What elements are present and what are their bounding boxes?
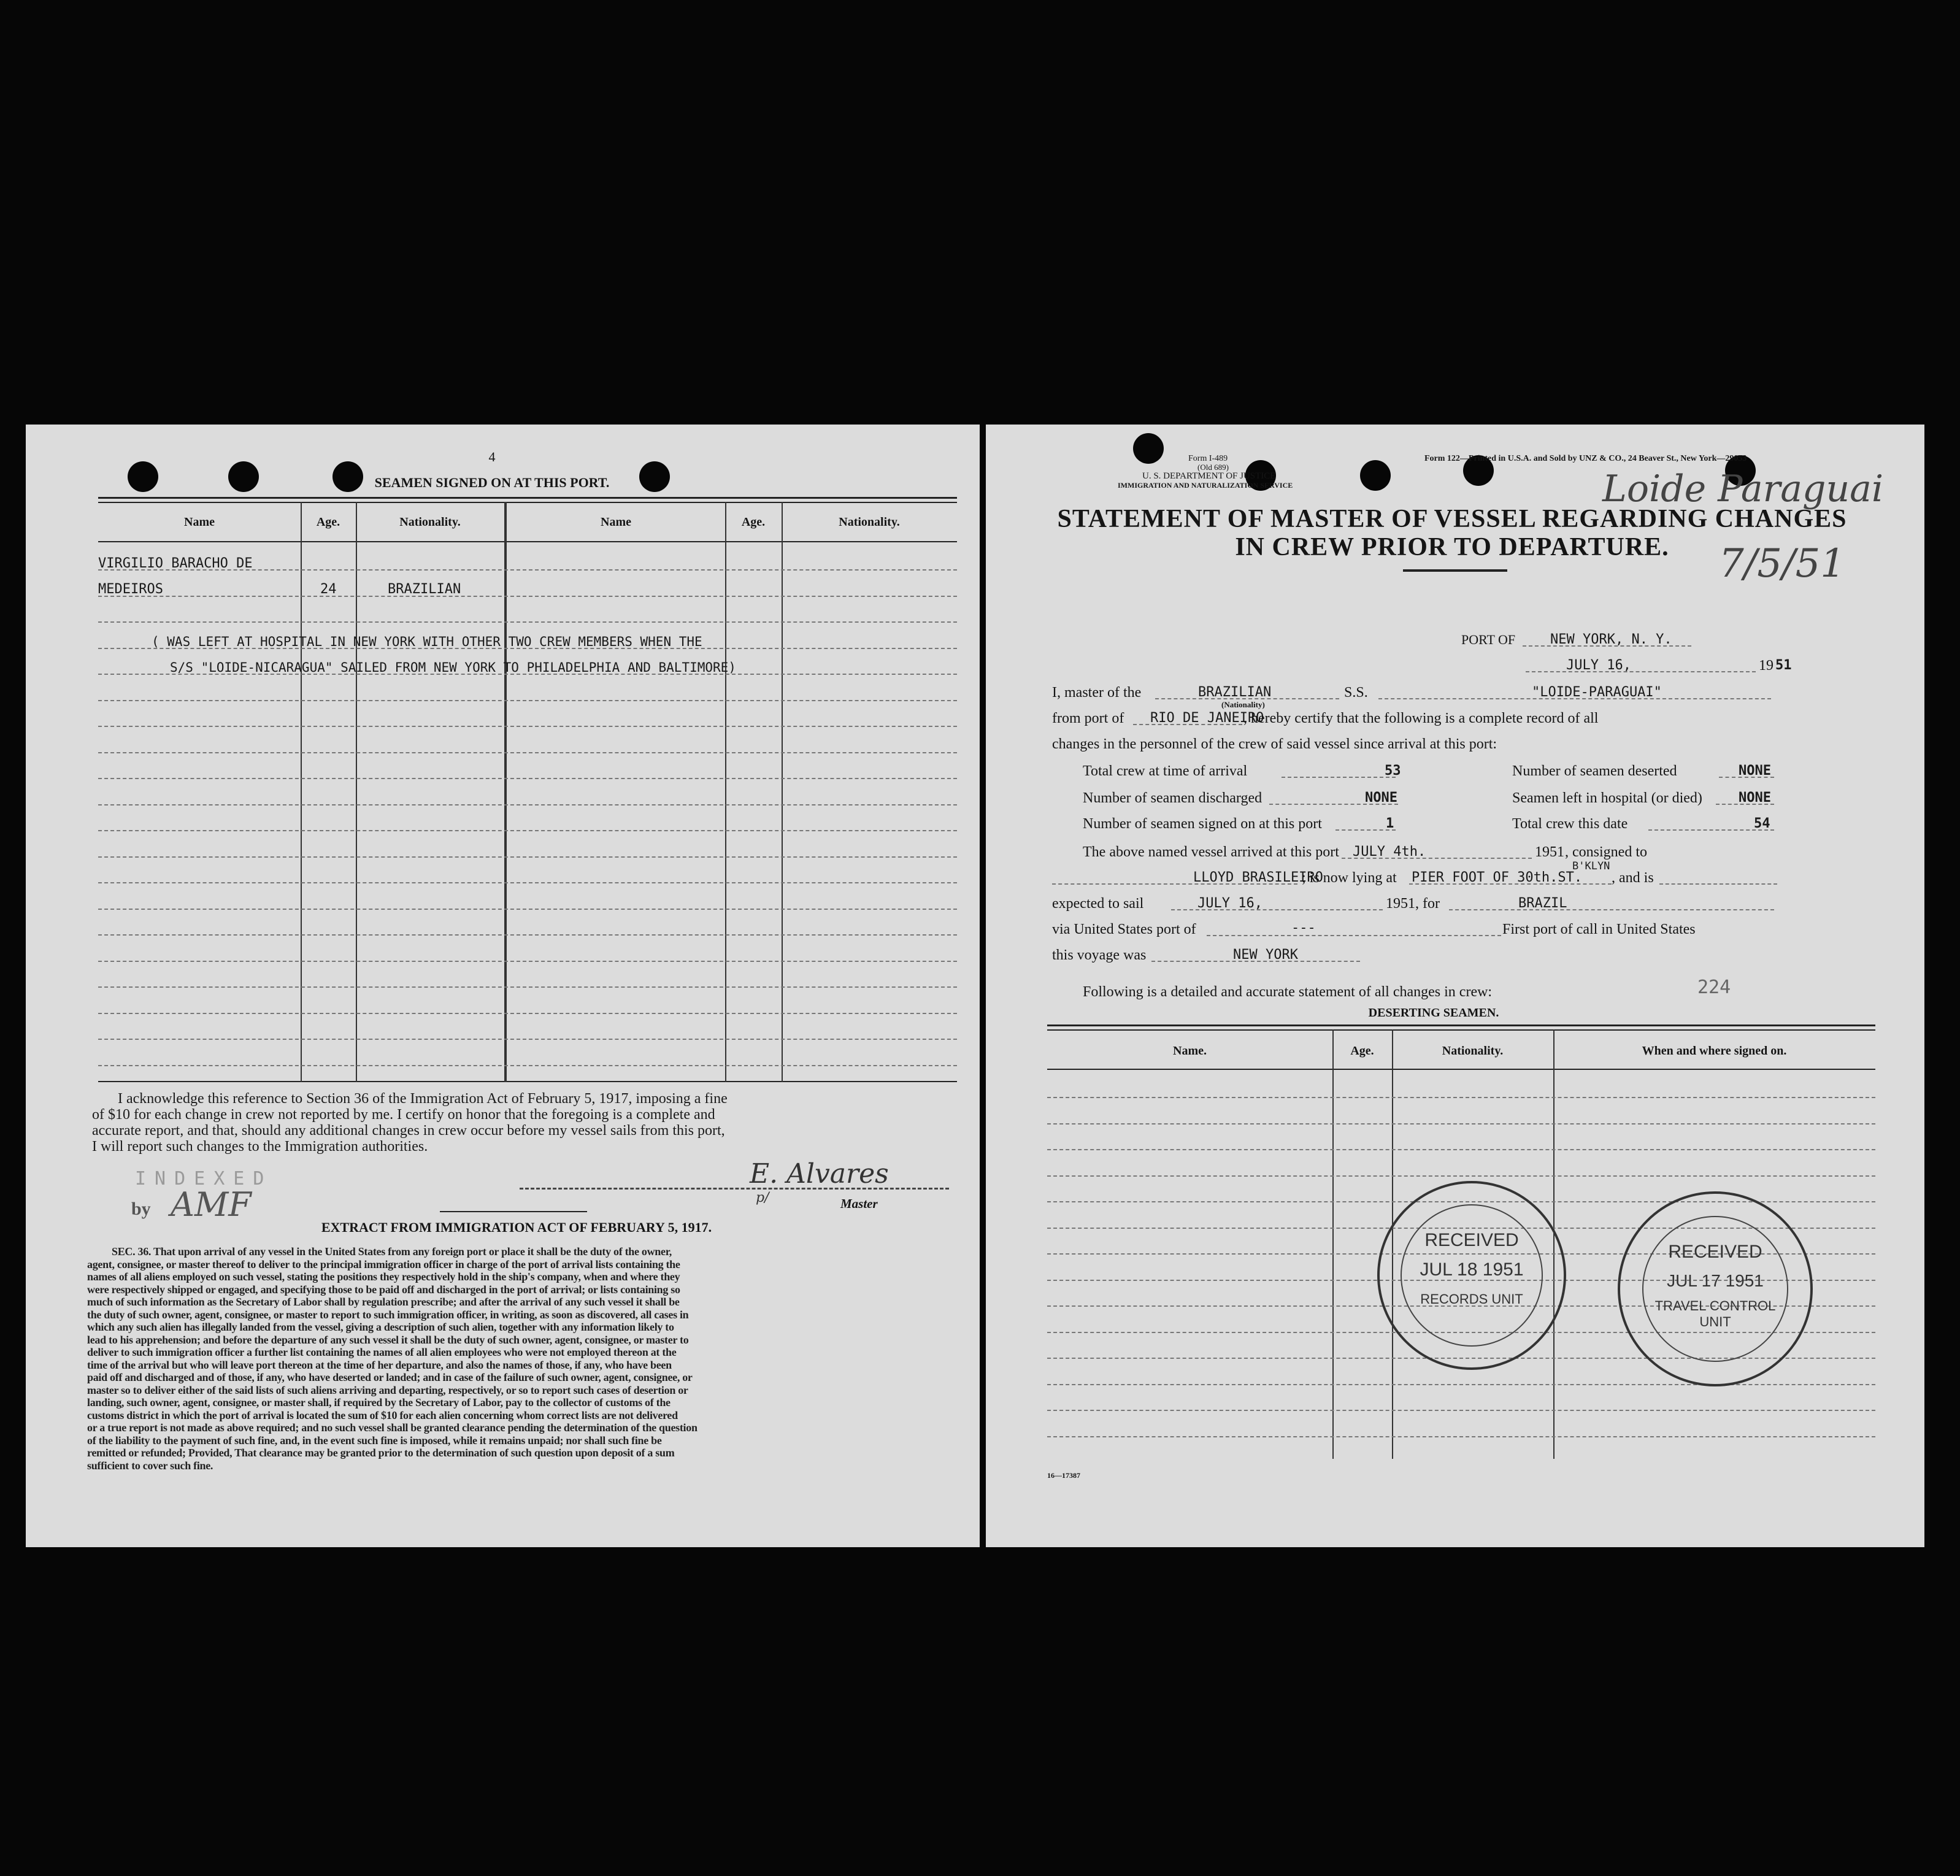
master-of-label: I, master of the	[1052, 685, 1142, 701]
table-row-line	[1047, 1123, 1875, 1124]
form-number: Form I-489	[1188, 454, 1228, 463]
remark-line1: ( WAS LEFT AT HOSPITAL IN NEW YORK WITH OTHER TWO CREW MEMBERS WHEN THE	[152, 634, 702, 649]
sec36-line: landing, such owner, agent, consignee, or master shall, if required by the Secretary of Labor, pay to the collector of customs of the	[87, 1396, 671, 1409]
indexed-stamp: INDEXED	[135, 1168, 273, 1190]
received-travel-control-stamp: RECEIVED JUL 17 1951 TRAVEL CONTROL UNIT	[1618, 1191, 1813, 1386]
hospital-label: Seamen left in hospital (or died)	[1512, 790, 1702, 806]
table-row-line	[98, 726, 957, 727]
following-label: Following is a detailed and accurate statement of all changes in crew:	[1083, 984, 1493, 1000]
received-records-stamp: RECEIVED JUL 18 1951 RECORDS UNIT	[1377, 1181, 1566, 1370]
lying-value: PIER FOOT OF 30th.ST.	[1412, 870, 1583, 885]
signed-on-label: Number of seamen signed on at this port	[1083, 816, 1322, 832]
sec36-line: paid off and discharged and of those, if any, who have deserted or landed; and in case of the failure of such owner, agent, consignee, or	[87, 1371, 693, 1383]
deserting-col-name: Name.	[1173, 1044, 1207, 1058]
sec36-line: which any such alien has illegally landed from the vessel, giving a description of such alien, together with any information likely to	[87, 1321, 674, 1333]
sec36-line: of the liability to the payment of such fine, and, in the event such fine is imposed, while it remains unpaid; nor shall such fine be	[87, 1434, 662, 1447]
form-title-line2: IN CREW PRIOR TO DEPARTURE.	[1235, 533, 1669, 561]
printer-line: Form 122—Printed in U.S.A. and Sold by UNZ & CO., 24 Beaver St., New York—29053	[1424, 454, 1747, 463]
sail-date: JULY 16,	[1197, 896, 1262, 911]
from-port-value: RIO DE JANEIRO	[1150, 710, 1264, 726]
first-port-label: First port of call in United States	[1502, 921, 1696, 937]
port-value: NEW YORK, N. Y.	[1550, 632, 1672, 647]
sec36-line: deliver to such immigration officer a further list containing the names of all alien employees who were not employed thereon at the	[87, 1346, 677, 1358]
from-port-label: from port of	[1052, 710, 1124, 726]
table-row-line	[1047, 1175, 1875, 1177]
master-signature: E. Alvares	[750, 1158, 889, 1190]
for-label: , for	[1415, 896, 1440, 912]
lying-superscript: B'KLYN	[1572, 860, 1610, 872]
deserting-title: DESERTING SEAMEN.	[1368, 1006, 1499, 1020]
sec36-line: sufficient to cover such fine.	[87, 1459, 213, 1472]
deserted-label: Number of seamen deserted	[1512, 763, 1677, 779]
deserting-col-nationality: Nationality.	[1442, 1044, 1504, 1058]
sec36-line: customs district in which the port of arrival is located the sum of $10 for each alien concerning whom correct lists are not delivered	[87, 1409, 678, 1421]
sec36-line: the duty of such owner, agent, consignee, or master to report to such immigration officer, in writing, as soon as discovered, all cases in	[87, 1308, 689, 1321]
total-crew-arrival-label: Total crew at time of arrival	[1083, 763, 1248, 779]
entry-name-line1: VIRGILIO BARACHO DE	[98, 556, 253, 571]
table-row-line	[98, 909, 957, 910]
table-row-line	[98, 752, 957, 753]
table-row-line	[1047, 1410, 1875, 1411]
ss-label: S.S.	[1344, 685, 1368, 701]
deserted-value: NONE	[1739, 763, 1771, 778]
acknowledge-line4: I will report such changes to the Immigration authorities.	[92, 1139, 428, 1155]
voyage-label: this voyage was	[1052, 947, 1147, 963]
indexer-initials: AMF	[171, 1185, 252, 1224]
table-row-line	[1047, 1097, 1875, 1098]
sec36-line: lead to his apprehension; and before the departure of any such vessel it shall be the duty of such owner, agent, consignee, or master to	[87, 1333, 689, 1346]
sec36-line: much of such information as the Secretary of Labor shall by regulation prescribe; and after the arrival of any such vessel it shall be	[87, 1296, 680, 1308]
nationality-caption: (Nationality)	[1221, 700, 1265, 709]
entry-age: 24	[320, 582, 337, 597]
extract-title: EXTRACT FROM IMMIGRATION ACT OF FEBRUARY 5, 1917.	[321, 1220, 712, 1235]
voyage-value: NEW YORK	[1233, 947, 1298, 963]
table-row-line	[98, 961, 957, 962]
via-label: via United States port of	[1052, 921, 1196, 937]
table-row-line	[1047, 1384, 1875, 1385]
section-title: SEAMEN SIGNED ON AT THIS PORT.	[374, 475, 610, 490]
entry-name-line2: MEDEIROS	[98, 582, 163, 597]
punch-hole	[1133, 433, 1164, 464]
table-row-line	[98, 830, 957, 831]
table-row-line	[98, 778, 957, 779]
and-is: , and is	[1612, 870, 1654, 886]
total-crew-date: 54	[1754, 816, 1770, 831]
sec36-line: master so to deliver either of the said lists of such aliens arriving and departing, respectively, or so to report such cases of desertion or	[87, 1383, 688, 1396]
discharged-label: Number of seamen discharged	[1083, 790, 1262, 806]
by-label: by	[131, 1199, 151, 1219]
sec36-line: were respectively shipped or engaged, and specifying those to be paid off and discharged in the port of arrival; or lists containing so	[87, 1283, 680, 1296]
arrived-value: JULY 4th.	[1353, 844, 1426, 859]
table-row-line	[1047, 1149, 1875, 1150]
deserting-col-signed: When and where signed on.	[1642, 1044, 1787, 1058]
arrived-label: The above named vessel arrived at this port	[1083, 844, 1339, 860]
service: IMMIGRATION AND NATURALIZATION SERVICE	[1118, 481, 1293, 490]
sec36-line: agent, consignee, or master thereof to deliver to the principal immigration officer in charge of the port of arrival lists containing the	[87, 1258, 680, 1271]
deserting-col-age: Age.	[1350, 1044, 1374, 1058]
sec36-line: SEC. 36. That upon arrival of any vessel in the United States from any foreign port or place it shall be the duty of the owner,	[112, 1245, 672, 1258]
via-value: ---	[1291, 920, 1316, 936]
page-number: 4	[488, 449, 496, 464]
table-row-line	[98, 882, 957, 883]
table-row-line	[98, 621, 957, 623]
handwritten-date: 7/5/51	[1719, 541, 1845, 586]
acknowledge-line3: accurate report, and that, should any additional changes in crew occur before my vessel sails from this port,	[92, 1123, 725, 1139]
certify-text: , hereby certify that the following is a complete record of all	[1243, 710, 1599, 726]
footer-code: 16—17387	[1047, 1471, 1080, 1480]
signature-prefix: p/	[756, 1190, 769, 1205]
expected-label: expected to sail	[1052, 896, 1144, 912]
entry-nationality: BRAZILIAN	[388, 582, 461, 597]
sec36-line: remitted or refunded; Provided, That clearance may be granted prior to the determination of such question upon deposit of a sum	[87, 1447, 675, 1459]
page-count: 224	[1697, 977, 1731, 998]
punch-hole	[128, 461, 158, 492]
sec36-line: time of the arrival but who will leave port thereon at the time of her departure, and also the names of those, if any, who have been	[87, 1358, 672, 1371]
col-nationality-1: Nationality.	[399, 515, 461, 529]
master-label: Master	[840, 1196, 878, 1211]
table-row-line	[98, 934, 957, 936]
total-crew-arrival: 53	[1385, 763, 1401, 778]
table-row-line	[98, 700, 957, 701]
table-row-line	[98, 986, 957, 988]
table-row-line	[98, 804, 957, 805]
for-value: BRAZIL	[1518, 896, 1567, 911]
sec36-line: or a true report is not made as above required; and no such vessel shall be granted clearance pending the determination of the question	[87, 1421, 698, 1434]
col-age-2: Age.	[741, 515, 766, 529]
table-row-line	[98, 1013, 957, 1014]
col-nationality-2: Nationality.	[839, 515, 900, 529]
ship-value: "LOIDE-PARAGUAI"	[1532, 685, 1662, 700]
discharged-value: NONE	[1365, 790, 1397, 805]
signed-on-value: 1	[1386, 816, 1394, 831]
col-name-1: Name	[184, 515, 215, 529]
nationality-value: BRAZILIAN	[1198, 685, 1272, 700]
col-age-1: Age.	[316, 515, 340, 529]
lying-label: ; is now lying at	[1302, 870, 1397, 886]
date-value: JULY 16,	[1566, 658, 1631, 673]
col-name-2: Name	[601, 515, 631, 529]
year-prefix: 19	[1759, 658, 1774, 674]
acknowledge-line1: I acknowledge this reference to Section 36 of the Immigration Act of February 5, 1917, imposing a fine	[118, 1091, 728, 1107]
port-of-label: PORT OF	[1461, 632, 1516, 647]
table-row-line	[1047, 1436, 1875, 1437]
department: U. S. DEPARTMENT OF JUSTICE	[1142, 471, 1276, 481]
table-row-line	[98, 596, 957, 597]
year-value: 51	[1775, 658, 1792, 673]
consignee-value: LLOYD BRASILEIRO	[1193, 870, 1323, 885]
table-row-line	[98, 1065, 957, 1066]
handwritten-ship-name: Loide Paraguai	[1602, 467, 1884, 510]
table-row-line	[98, 1039, 957, 1040]
form-title-line1: STATEMENT OF MASTER OF VESSEL REGARDING CHANGES	[1057, 505, 1847, 533]
consigned-label: , consigned to	[1565, 844, 1647, 860]
punch-hole	[1360, 460, 1391, 491]
arrived-year: 1951	[1535, 844, 1564, 860]
sec36-line: names of all aliens employed on such vessel, stating the positions they respectively hold in the ship's company, when and where they	[87, 1271, 680, 1283]
left-page	[26, 425, 980, 1547]
changes-text: changes in the personnel of the crew of said vessel since arrival at this port:	[1052, 736, 1497, 752]
hospital-value: NONE	[1739, 790, 1771, 805]
acknowledge-line2: of $10 for each change in crew not reported by me. I certify on honor that the foregoing is a complete and	[92, 1107, 715, 1123]
right-page	[986, 425, 1924, 1547]
old-form-number: (Old 689)	[1197, 463, 1229, 472]
sail-year: 1951	[1386, 896, 1415, 912]
total-crew-date-label: Total crew this date	[1512, 816, 1628, 832]
remark-line2: S/S "LOIDE-NICARAGUA" SAILED FROM NEW YORK TO PHILADELPHIA AND BALTIMORE)	[170, 660, 736, 675]
table-row-line	[98, 856, 957, 858]
punch-hole	[228, 461, 259, 492]
